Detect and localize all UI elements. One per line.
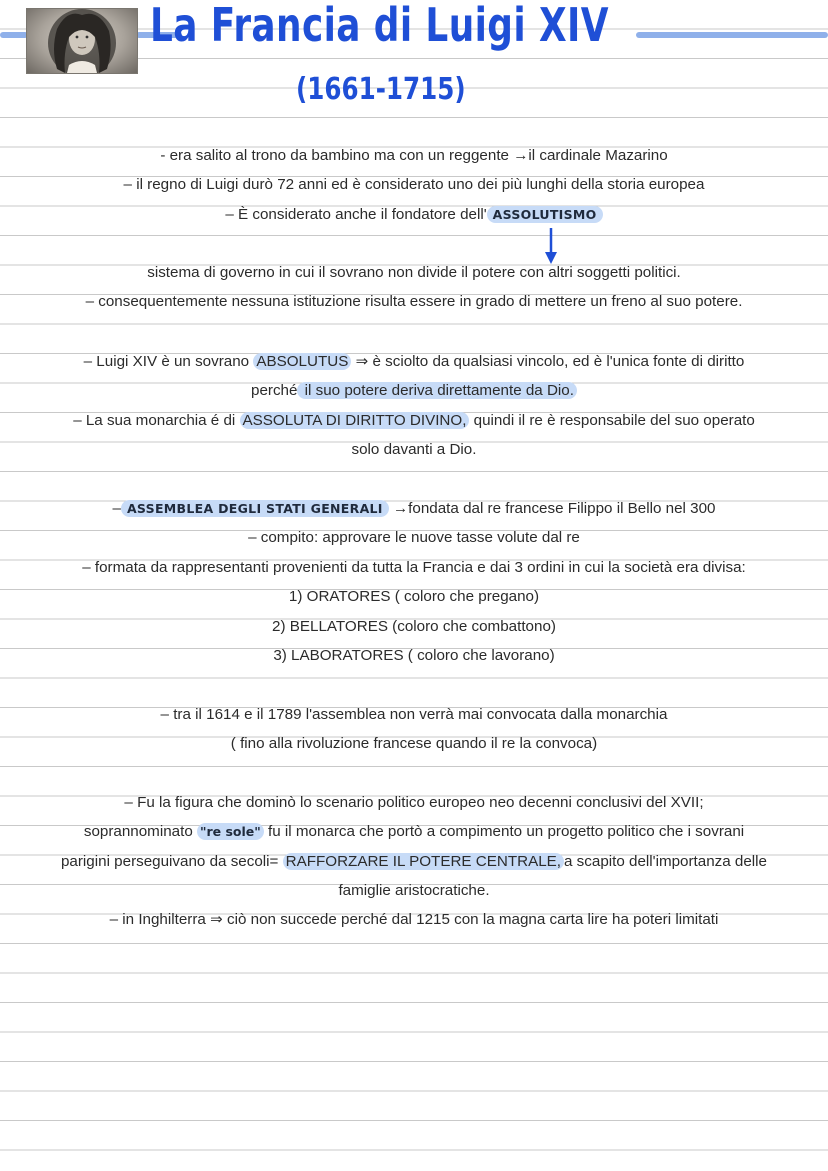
- note-line: parigini perseguivano da secoli= RAFFORZARE IL POTERE CENTRALE, a scapito dell'importanza delle: [60, 853, 768, 870]
- note-line: 2) BELLATORES (coloro che combattono): [272, 618, 556, 635]
- note-line: – formata da rappresentanti provenienti da tutta la Francia e dai 3 ordini in cui la società era divisa:: [82, 559, 746, 576]
- header-deco-line-left: [0, 32, 28, 38]
- note-line: – ASSEMBLEA DEGLI STATI GENERALI →fondata dal re francese Filippo il Bello nel 300: [112, 500, 716, 517]
- text-highlight: ASSOLUTA DI DIRITTO DIVINO,: [240, 412, 470, 429]
- keyword-highlight: ASSOLUTISMO: [487, 206, 603, 223]
- note-line: perché il suo potere deriva direttamente da Dio.: [0, 380, 828, 402]
- text-highlight: ABSOLUTUS: [253, 353, 351, 370]
- note-line: ( fino alla rivoluzione francese quando il re la convoca): [230, 735, 598, 752]
- note-line: – il regno di Luigi durò 72 anni ed è considerato uno dei più lunghi della storia europea: [123, 176, 705, 193]
- note-line: soprannominato "re sole" fu il monarca che portò a compimento un progetto politico che i sovrani: [83, 823, 745, 840]
- note-line: – Luigi XIV è un sovrano ABSOLUTUS ⇒ è sciolto da qualsiasi vincolo, ed è l'unica fonte di diritto: [83, 353, 745, 370]
- note-line: solo davanti a Dio.: [351, 441, 477, 458]
- note-line: 3) LABORATORES ( coloro che lavorano): [273, 647, 555, 664]
- page-dates: (1661-1715): [296, 72, 466, 107]
- note-line: famiglie aristocratiche.: [338, 882, 490, 899]
- note-line: 1) ORATORES ( coloro che pregano): [288, 588, 540, 605]
- keyword-highlight: "re sole": [197, 823, 264, 840]
- text-highlight: RAFFORZARE IL POTERE CENTRALE,: [283, 853, 564, 870]
- note-line: – È considerato anche il fondatore dell' ASSOLUTISMO: [0, 204, 828, 226]
- note-line: sistema di governo in cui il sovrano non divide il potere con altri soggetti politici.: [147, 264, 681, 281]
- note-line: – tra il 1614 e il 1789 l'assemblea non verrà mai convocata dalla monarchia: [160, 706, 668, 723]
- portrait-engraving-icon: [26, 8, 138, 74]
- header-deco-line-right: [636, 32, 828, 38]
- note-line: – Fu la figura che dominò lo scenario politico europeo neo decenni conclusivi del XVII;: [124, 794, 704, 811]
- note-line: – compito: approvare le nuove tasse volute dal re: [248, 529, 580, 546]
- note-line: – consequentemente nessuna istituzione risulta essere in grado di mettere un freno al suo potere.: [85, 293, 743, 310]
- keyword-highlight: ASSEMBLEA DEGLI STATI GENERALI: [121, 500, 389, 517]
- text-highlight: il suo potere deriva direttamente da Dio.: [297, 382, 577, 399]
- note-line: - era salito al trono da bambino ma con un reggente →il cardinale Mazarino: [160, 147, 668, 164]
- note-line: – La sua monarchia é di ASSOLUTA DI DIRITTO DIVINO, quindi il re è responsabile del suo operato: [73, 412, 755, 429]
- page-title: La Francia di Luigi XIV: [150, 0, 609, 52]
- note-line: – in Inghilterra ⇒ ciò non succede perché dal 1215 con la magna carta lire ha poteri limitati: [109, 911, 719, 928]
